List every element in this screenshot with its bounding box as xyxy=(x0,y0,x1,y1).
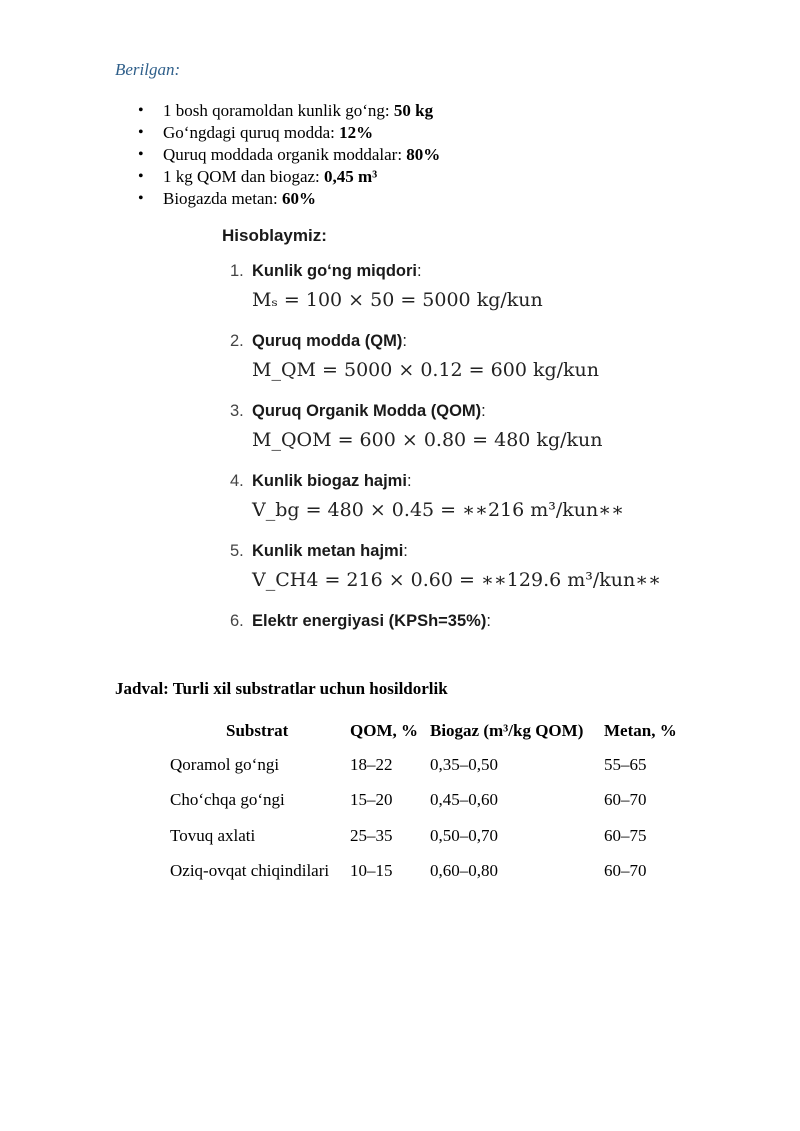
step-number: 5. xyxy=(230,542,244,560)
given-item-text: 1 bosh qoramoldan kunlik go‘ng: xyxy=(163,101,394,120)
table-header-row xyxy=(170,715,694,747)
calc-step xyxy=(222,609,662,633)
given-item-value: 60% xyxy=(281,189,316,208)
given-item xyxy=(138,144,440,166)
cell-metan: 60–70 xyxy=(604,790,647,810)
calculation-block xyxy=(222,226,662,645)
step-formula: V_CH4 = 216 × 0.60 = ∗∗129.6 m³/kun∗∗ xyxy=(252,569,662,591)
step-number: 2. xyxy=(230,332,244,350)
step-label: Kunlik go‘ng miqdori xyxy=(252,262,417,280)
calc-step xyxy=(222,329,662,387)
step-suffix: : xyxy=(403,542,408,560)
given-item xyxy=(138,166,440,188)
cell-biogaz: 0,50–0,70 xyxy=(430,825,498,845)
step-label: Quruq modda (QM) xyxy=(252,332,403,350)
step-suffix: : xyxy=(402,332,407,350)
cell-metan: 55–65 xyxy=(604,754,647,774)
column-header-qom: QOM, % xyxy=(350,721,418,740)
step-formula: M_QM = 5000 × 0.12 = 600 kg/kun xyxy=(252,359,600,381)
cell-qom: 15–20 xyxy=(350,790,393,810)
table-row xyxy=(170,854,694,890)
given-item-value: 12% xyxy=(339,123,374,142)
calculation-title: Hisoblaymiz: xyxy=(222,226,327,245)
substrate-table xyxy=(170,715,694,889)
table-row xyxy=(170,783,694,819)
step-label: Kunlik metan hajmi xyxy=(252,542,404,560)
cell-substrat: Tovuq axlati xyxy=(170,825,256,845)
cell-biogaz: 0,45–0,60 xyxy=(430,790,498,810)
calc-step xyxy=(222,399,662,457)
table-row xyxy=(170,818,694,854)
given-item-value: 0,45 m³ xyxy=(324,167,378,186)
calc-step xyxy=(222,259,662,317)
calc-step xyxy=(222,469,662,527)
cell-biogaz: 0,35–0,50 xyxy=(430,754,498,774)
column-header-substrat: Substrat xyxy=(226,721,289,740)
given-item xyxy=(138,122,440,144)
table-title: Jadval: Turli xil substratlar uchun hosildorlik xyxy=(115,679,448,698)
step-label: Elektr energiyasi (KPSh=35%) xyxy=(252,612,487,630)
step-label: Kunlik biogaz hajmi xyxy=(252,472,407,490)
given-item-value: 80% xyxy=(406,145,441,164)
step-suffix: : xyxy=(481,402,486,420)
step-suffix: : xyxy=(416,262,422,280)
given-item-text: 1 kg QOM dan biogaz: xyxy=(163,167,325,186)
step-formula: M_QOM = 600 × 0.80 = 480 kg/kun xyxy=(252,429,603,451)
step-formula: Mₛ = 100 × 50 = 5000 kg/kun xyxy=(252,289,543,311)
given-list xyxy=(138,100,440,210)
given-item-text: Quruq moddada organik moddalar: xyxy=(163,145,407,164)
cell-qom: 18–22 xyxy=(350,754,393,774)
step-number: 6. xyxy=(230,612,244,630)
cell-substrat: Qoramol go‘ngi xyxy=(170,754,280,774)
step-suffix: : xyxy=(406,472,412,490)
cell-metan: 60–70 xyxy=(604,861,647,881)
calc-step xyxy=(222,539,662,597)
given-item xyxy=(138,100,440,122)
step-formula: V_bg = 480 × 0.45 = ∗∗216 m³/kun∗∗ xyxy=(252,499,625,521)
cell-biogaz: 0,60–0,80 xyxy=(430,861,498,881)
cell-qom: 25–35 xyxy=(350,825,393,845)
step-suffix: : xyxy=(486,612,491,630)
table-row xyxy=(170,747,694,783)
column-header-metan: Metan, % xyxy=(604,721,677,740)
given-heading: Berilgan: xyxy=(115,60,181,79)
column-header-biogaz: Biogaz (m³/kg QOM) xyxy=(430,721,584,740)
cell-metan: 60–75 xyxy=(604,825,647,845)
given-item-text: Biogazda metan: xyxy=(163,189,282,208)
given-item xyxy=(138,188,440,210)
given-item-text: Go‘ngdagi quruq modda: xyxy=(163,123,340,142)
cell-qom: 10–15 xyxy=(350,861,393,881)
given-item-value: 50 kg xyxy=(393,101,434,120)
cell-substrat: Oziq-ovqat chiqindilari xyxy=(170,861,330,881)
step-number: 3. xyxy=(230,402,244,420)
step-number: 1. xyxy=(230,262,244,280)
cell-substrat: Cho‘chqa go‘ngi xyxy=(170,790,285,810)
step-number: 4. xyxy=(230,472,244,490)
step-label: Quruq Organik Modda (QOM) xyxy=(252,402,482,420)
